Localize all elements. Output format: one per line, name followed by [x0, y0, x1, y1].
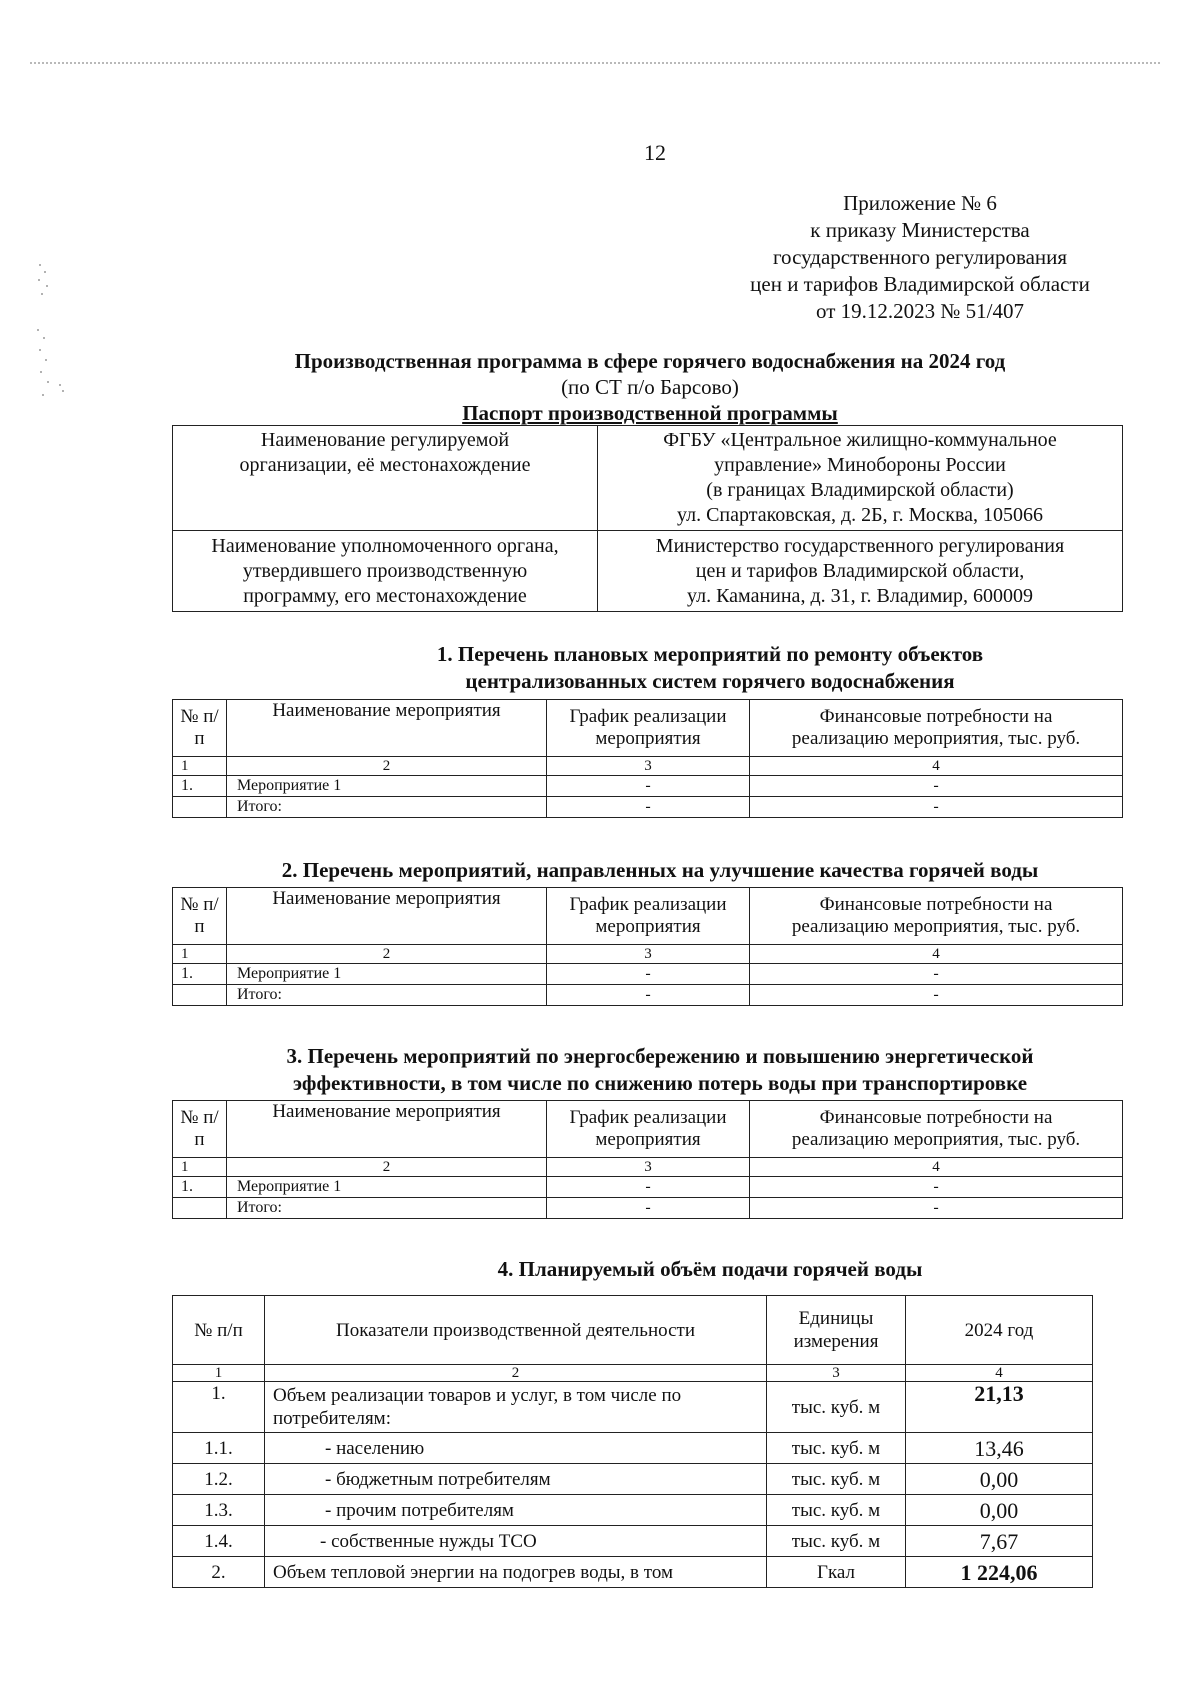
section-1-heading-line: централизованных систем горячего водоснабжения — [465, 669, 955, 693]
section-1-heading — [300, 641, 1120, 695]
scan-artifact-line — [30, 62, 1160, 64]
passport-row-authority — [173, 531, 1123, 612]
column-number: 3 — [767, 1365, 906, 1382]
passport-label — [173, 531, 598, 612]
column-number: 3 — [547, 945, 750, 964]
section-3-table — [172, 1100, 1123, 1219]
row-indicator: Объем реализации товаров и услуг, в том числе по потребителям: — [265, 1382, 767, 1433]
appendix-line: цен и тарифов Владимирской области — [750, 272, 1090, 296]
passport-row-organization — [173, 426, 1123, 531]
section-2-heading: 2. Перечень мероприятий, направленных на улучшение качества горячей воды — [281, 858, 1039, 882]
total-schedule: - — [547, 985, 750, 1006]
col-number-header: № п/п — [173, 1101, 227, 1158]
document-subtitle: (по СТ п/о Барсово) — [561, 375, 739, 399]
passport-label: Наименование регулируемой организации, её местонахождение — [173, 426, 598, 531]
row-unit: тыс. куб. м — [767, 1526, 906, 1557]
appendix-line: от 19.12.2023 № 51/407 — [815, 299, 1025, 323]
col-schedule-header-line: мероприятия — [595, 1129, 701, 1150]
row-number: 1. — [173, 964, 227, 985]
section-3-heading-line: 3. Перечень мероприятий по энергосбережению и повышению энергетической — [286, 1044, 1034, 1068]
column-number: 2 — [227, 757, 547, 776]
column-number: 1 — [173, 757, 227, 776]
col-finance-header-line: реализацию мероприятия, тыс. руб. — [791, 728, 1081, 749]
row-finance: - — [750, 964, 1123, 985]
passport-value — [598, 531, 1123, 612]
row-number: 1.3. — [173, 1495, 265, 1526]
section-4-heading: 4. Планируемый объём подачи горячей воды — [497, 1257, 923, 1281]
column-number: 4 — [750, 1158, 1123, 1177]
column-number: 3 — [547, 1158, 750, 1177]
col-indicator-header: Показатели производственной деятельности — [265, 1296, 767, 1365]
total-schedule: - — [547, 797, 750, 818]
column-number: 4 — [906, 1365, 1093, 1382]
col-schedule-header — [547, 700, 750, 757]
row-value: 0,00 — [906, 1464, 1093, 1495]
passport-label-line: Наименование уполномоченного органа, — [211, 534, 559, 557]
row-indicator: - собственные нужды ТСО — [265, 1526, 767, 1557]
volume-table — [172, 1295, 1093, 1588]
total-finance: - — [750, 1198, 1123, 1219]
table-row — [173, 1177, 1123, 1198]
total-label: Итого: — [227, 1198, 547, 1219]
table-header-row — [173, 700, 1123, 757]
column-number-row — [173, 1365, 1093, 1382]
table-row — [173, 1526, 1093, 1557]
table-row — [173, 776, 1123, 797]
col-number-header: № п/п — [173, 888, 227, 945]
col-finance-header — [750, 700, 1123, 757]
row-indicator: - населению — [265, 1433, 767, 1464]
col-name-header: Наименование мероприятия — [227, 700, 547, 757]
col-finance-header-line: Финансовые потребности на — [819, 894, 1053, 915]
col-schedule-header-line: мероприятия — [595, 728, 701, 749]
col-schedule-header-line: График реализации — [569, 1107, 727, 1128]
passport-value-line: управление» Минобороны России — [714, 454, 1006, 476]
col-finance-header — [750, 888, 1123, 945]
document-title: Производственная программа в сфере горячего водоснабжения на 2024 год — [294, 349, 1006, 373]
row-schedule: - — [547, 776, 750, 797]
row-unit: тыс. куб. м — [767, 1433, 906, 1464]
row-name: Мероприятие 1 — [227, 964, 547, 985]
document-title-block — [170, 348, 1130, 426]
col-schedule-header — [547, 1101, 750, 1158]
section-2-table — [172, 887, 1123, 1006]
total-label: Итого: — [227, 985, 547, 1006]
appendix-line: к приказу Министерства — [810, 218, 1030, 242]
table-header-row — [173, 1296, 1093, 1365]
table-row — [173, 1433, 1093, 1464]
col-finance-header-line: Финансовые потребности на — [819, 1107, 1053, 1128]
row-value: 13,46 — [906, 1433, 1093, 1464]
column-number: 1 — [173, 1158, 227, 1177]
col-number-header: № п/п — [173, 1296, 265, 1365]
passport-value-line: (в границах Владимирской области) — [706, 479, 1014, 501]
col-finance-header-line: реализацию мероприятия, тыс. руб. — [791, 916, 1081, 937]
column-number: 2 — [227, 945, 547, 964]
row-number: 1.4. — [173, 1526, 265, 1557]
passport-label-line: утвердившего производственную — [242, 559, 528, 582]
column-number: 1 — [173, 1365, 265, 1382]
row-value: 1 224,06 — [906, 1557, 1093, 1588]
row-number-empty — [173, 1198, 227, 1219]
scan-specks — [36, 260, 66, 440]
passport-table — [172, 425, 1123, 612]
row-number: 1. — [173, 776, 227, 797]
section-1-heading-line: 1. Перечень плановых мероприятий по ремонту объектов — [436, 642, 984, 666]
col-finance-header-line: реализацию мероприятия, тыс. руб. — [791, 1129, 1081, 1150]
table-header-row — [173, 888, 1123, 945]
table-row — [173, 1495, 1093, 1526]
section-1-table — [172, 699, 1123, 818]
col-finance-header — [750, 1101, 1123, 1158]
row-number: 2. — [173, 1557, 265, 1588]
table-header-row — [173, 1101, 1123, 1158]
passport-heading: Паспорт производственной программы — [462, 401, 838, 425]
col-schedule-header-line: График реализации — [569, 706, 727, 727]
row-schedule: - — [547, 964, 750, 985]
row-unit: тыс. куб. м — [767, 1495, 906, 1526]
row-number: 1.2. — [173, 1464, 265, 1495]
table-total-row — [173, 1198, 1123, 1219]
row-number: 1. — [173, 1177, 227, 1198]
table-row — [173, 1464, 1093, 1495]
col-name-header: Наименование мероприятия — [227, 888, 547, 945]
row-number: 1. — [173, 1382, 265, 1433]
row-indicator: - прочим потребителям — [265, 1495, 767, 1526]
table-row — [173, 964, 1123, 985]
table-row — [173, 1557, 1093, 1588]
col-schedule-header-line: График реализации — [569, 894, 727, 915]
col-unit-header: Единицы измерения — [767, 1296, 906, 1365]
passport-value-line: ул. Спартаковская, д. 2Б, г. Москва, 105066 — [676, 504, 1044, 526]
col-schedule-header-line: мероприятия — [595, 916, 701, 937]
section-3-heading — [200, 1043, 1120, 1097]
col-finance-header-line: Финансовые потребности на — [819, 706, 1053, 727]
col-number-header: № п/п — [173, 700, 227, 757]
row-unit: тыс. куб. м — [767, 1464, 906, 1495]
passport-value-line: ФГБУ «Центральное жилищно-коммунальное — [663, 429, 1057, 451]
page-number: 12 — [644, 140, 666, 165]
column-number: 4 — [750, 757, 1123, 776]
table-total-row — [173, 797, 1123, 818]
column-number-row — [173, 945, 1123, 964]
table-total-row — [173, 985, 1123, 1006]
row-value: 0,00 — [906, 1495, 1093, 1526]
row-indicator: Объем тепловой энергии на подогрев воды, в том — [265, 1557, 767, 1588]
column-number: 3 — [547, 757, 750, 776]
row-finance: - — [750, 776, 1123, 797]
row-schedule: - — [547, 1177, 750, 1198]
section-3-heading-line: эффективности, в том числе по снижению потерь воды при транспортировке — [292, 1071, 1028, 1095]
total-finance: - — [750, 797, 1123, 818]
row-unit: тыс. куб. м — [767, 1382, 906, 1433]
passport-value — [598, 426, 1123, 531]
total-finance: - — [750, 985, 1123, 1006]
passport-value-line: Министерство государственного регулирования — [655, 534, 1065, 557]
row-value: 7,67 — [906, 1526, 1093, 1557]
row-number-empty — [173, 985, 227, 1006]
row-name: Мероприятие 1 — [227, 776, 547, 797]
row-number-empty — [173, 797, 227, 818]
column-number: 2 — [227, 1158, 547, 1177]
appendix-line: государственного регулирования — [772, 245, 1068, 269]
row-name: Мероприятие 1 — [227, 1177, 547, 1198]
passport-label-line: программу, его местонахождение — [243, 584, 527, 607]
column-number-row — [173, 1158, 1123, 1177]
col-name-header: Наименование мероприятия — [227, 1101, 547, 1158]
row-indicator: - бюджетным потребителям — [265, 1464, 767, 1495]
column-number: 4 — [750, 945, 1123, 964]
column-number: 2 — [265, 1365, 767, 1382]
row-value: 21,13 — [906, 1382, 1093, 1433]
row-number: 1.1. — [173, 1433, 265, 1464]
table-row — [173, 1382, 1093, 1433]
appendix-block — [720, 190, 1120, 325]
appendix-line: Приложение № 6 — [843, 191, 997, 215]
col-schedule-header — [547, 888, 750, 945]
column-number-row — [173, 757, 1123, 776]
total-schedule: - — [547, 1198, 750, 1219]
passport-value-line: цен и тарифов Владимирской области, — [695, 559, 1025, 582]
col-year-header: 2024 год — [906, 1296, 1093, 1365]
total-label: Итого: — [227, 797, 547, 818]
passport-value-line: ул. Каманина, д. 31, г. Владимир, 600009 — [687, 584, 1033, 607]
row-unit: Гкал — [767, 1557, 906, 1588]
row-finance: - — [750, 1177, 1123, 1198]
column-number: 1 — [173, 945, 227, 964]
